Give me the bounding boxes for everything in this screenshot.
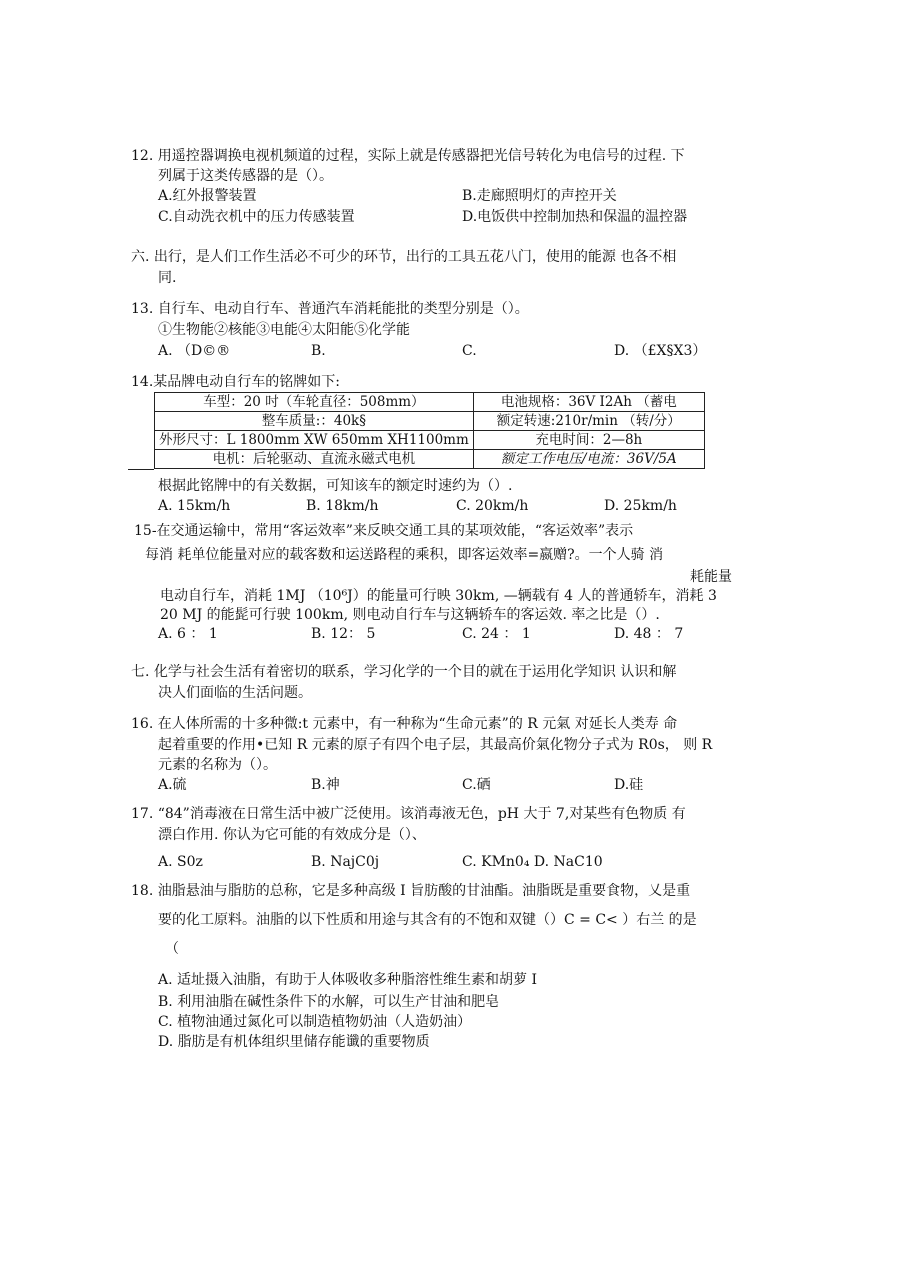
table-cell: 额定转速:210r/min （转/分）	[473, 412, 704, 431]
section7-line2: 决人们面临的生活问题。	[158, 685, 312, 701]
q14-line2: 根据此铭牌中的有关数据，可知该车的额定时速约为（）.	[158, 478, 513, 494]
q18-option-c: C. 植物油通过氮化可以制造植物奶油（人造奶油）	[158, 1014, 472, 1030]
table-cell: 电机：后轮驱动、直流永磁式电机	[155, 450, 474, 469]
q18-option-b: B. 利用油脂在碱性条件下的水解，可以生产甘油和肥皂	[158, 994, 500, 1010]
q17-option-cd: C. KMn0₄ D. NaC10	[462, 854, 603, 870]
table-cell: 充电时间：2—8h	[473, 431, 704, 450]
q12-option-c: C.自动洗衣机中的压力传感装置	[158, 209, 355, 225]
q12-line1: 12. 用遥控器调换电视机频道的过程，实际上就是传感器把光信号转化为电信号的过程. 下	[131, 148, 685, 164]
q12-line2: 列属于这类传感器的是（）。	[158, 168, 333, 184]
q16-option-c: C.硒	[462, 777, 491, 793]
q15-option-b: B. 12： 5	[311, 626, 376, 642]
q14-option-a: A. 15km/h	[158, 498, 231, 514]
q15-line1: 15-在交通运输中，常用“客运效率”来反映交通工具的某项效能，“客运效率”表示	[134, 523, 634, 539]
q13-option-a: A. （D©®	[158, 343, 231, 359]
q15-line4: 电动自行车，消耗 1MJ （10⁶J）的能量可行映 30km, —辆载有 4 人的普通轿车，消耗 3	[160, 588, 717, 604]
table-row	[155, 393, 705, 412]
table-cell: 电池规格：36V I2Ah （蓄电	[473, 393, 704, 412]
table-cell: 整车质量:：40k§	[155, 412, 474, 431]
q17-line2: 漂白作用. 你认为它可能的有效成分是（）、	[158, 827, 426, 843]
q12-option-d: D.电饭供中控制加热和保温的温控器	[462, 209, 688, 225]
section6-line1: 六. 出行，是人们工作生活必不可少的环节，出行的工具五花八门，使用的能源 也各不相	[131, 249, 677, 265]
q16-line2: 起着重要的作用•已知 R 元素的原子有四个电子层，其最高价氣化物分子式为 R0s， 则 R	[158, 737, 713, 753]
table-cell: 车型：20 吋（车轮直径：508mm）	[155, 393, 474, 412]
q13-option-b: B.	[311, 343, 326, 359]
q15-line5: 20 MJ 的能髭可行驶 100km, 则电动自行车与这辆轿车的客运效. 率之比是（）.	[160, 607, 660, 623]
q14-option-d: D. 25km/h	[604, 498, 677, 514]
q18-line3: （	[165, 941, 179, 957]
q18-line1: 18. 油脂悬油与脂肪的总称，它是多种高级 I 旨肪酸的甘油酯。油脂既是重要食物，乂是重	[131, 883, 691, 899]
q18-option-d: D. 脂肪是有机体组织里储存能谶的重要物质	[158, 1034, 430, 1050]
q12-option-b: B.走廊照明灯的声控开关	[462, 188, 617, 204]
q17-option-a: A. S0z	[158, 854, 203, 870]
q13-option-d: D. （£X§X3）	[614, 343, 707, 359]
table-row	[155, 431, 705, 450]
q18-line2: 要的化工原料。油脂的以下性质和用途与其含有的不饱和双键（）C = C< ）右兰 的是	[158, 912, 697, 928]
q14-option-b: B. 18km/h	[306, 498, 379, 514]
section6-line2: 同.	[158, 270, 177, 286]
q13-option-c: C.	[462, 343, 477, 359]
q17-option-b: B. NajC0j	[311, 854, 380, 870]
q15-line3: 耗能量	[690, 569, 732, 585]
table-cell: 额定工作电压/电流：36V/5A	[473, 450, 704, 469]
q16-line3: 元素的名称为（）。	[158, 757, 277, 773]
q15-line2: 每消 耗单位能量对应的载客数和运送路程的乘积，即客运效率=嬴赠?。一个人骑 消	[145, 547, 664, 563]
spec-table	[154, 392, 705, 469]
q12-option-a: A.红外报警装置	[158, 188, 257, 204]
q14-line1: 14.某品牌电动自行车的铭牌如下:	[131, 374, 340, 390]
q16-line1: 16. 在人体所需的十多种微:t 元素中，有一种称为“生命元素”的 R 元氣 对延长人类寿 命	[131, 716, 678, 732]
q17-line1: 17. “84”消毒液在日常生活中被广泛使用。该消毒液无色，pH 大于 7,对某些有色物质 有	[131, 806, 686, 822]
q16-option-d: D.硅	[614, 777, 644, 793]
q18-option-a: A. 适址摄入油脂，有助于人体吸收多种脂溶性维生素和胡萝 I	[158, 972, 537, 988]
q15-option-c: C. 24 ： 1	[462, 626, 531, 642]
q16-option-b: B.神	[311, 777, 340, 793]
q15-option-d: D. 48 ： 7	[614, 626, 684, 642]
section7-line1: 七. 化学与社会生活有着密切的联系，学习化学的一个目的就在于运用化学知识 认识和解	[131, 664, 677, 680]
q13-line1: 13. 自行车、电动自行车、普通汽车消耗能批的类型分别是（）。	[131, 301, 529, 317]
q16-option-a: A.硫	[158, 777, 187, 793]
table-row	[155, 450, 705, 469]
q15-option-a: A. 6 ： 1	[158, 626, 218, 642]
q13-line2: ①生物能②核能③电能④太阳能⑤化学能	[158, 322, 410, 338]
q14-option-c: C. 20km/h	[456, 498, 529, 514]
table-cell: 外形尺寸：L 1800mm XW 650mm XH1100mm	[155, 431, 474, 450]
table-row	[155, 412, 705, 431]
table-underline	[128, 469, 154, 470]
